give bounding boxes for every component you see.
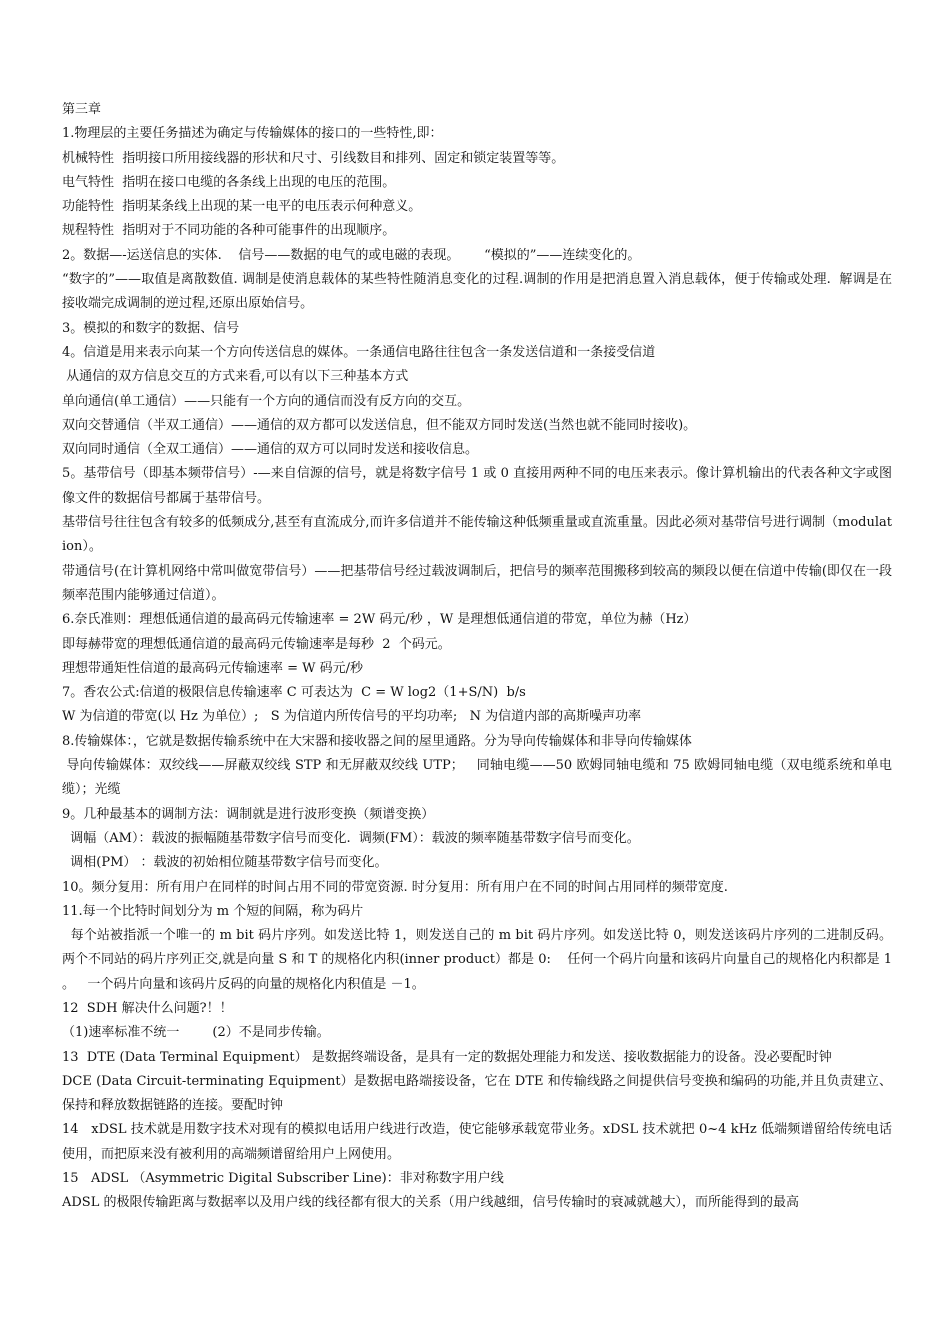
paragraph: 15 ADSL （Asymmetric Digital Subscriber Line)：非对称数字用户线 xyxy=(62,1171,504,1187)
paragraph: 双向交替通信（半双工通信）——通信的双方都可以发送信息，但不能双方同时发送(当然也就不能同时接收)。 xyxy=(62,417,697,433)
paragraph: 规程特性 指明对于不同功能的各种可能事件的出现顺序。 xyxy=(62,223,396,239)
paragraph: 10。频分复用：所有用户在同样的时间占用不同的带宽资源. 时分复用：所有用户在不同的时间占用同样的频带宽度. xyxy=(62,879,728,895)
paragraph: 12 SDH 解决什么问题?！！ xyxy=(62,1000,233,1016)
paragraph: 导向传输媒体：双绞线——屏蔽双绞线 STP 和无屏蔽双绞线 UTP； 同轴电缆——50 欧姆同轴电缆和 75 欧姆同轴电缆（双电缆系统和单电缆）；光缆 xyxy=(62,758,892,798)
paragraph: 功能特性 指明某条线上出现的某一电平的电压表示何种意义。 xyxy=(62,199,422,215)
paragraph: 1.物理层的主要任务描述为确定与传输媒体的接口的一些特性,即： xyxy=(62,126,443,142)
chapter-heading: 第三章 xyxy=(62,102,102,117)
paragraph: ADSL 的极限传输距离与数据率以及用户线的线径都有很大的关系（用户线越细，信号传输时的衰减就越大），而所能得到的最高 xyxy=(62,1195,799,1211)
paragraph: 2。数据—-运送信息的实体. 信号——数据的电气的或电磁的表现。 “模拟的”——连续变化的。 xyxy=(62,247,641,263)
paragraph: 单向通信(单工通信）——只能有一个方向的通信而没有反方向的交互。 xyxy=(62,393,471,409)
paragraph: DCE (Data Circuit-terminating Equipment）是数据电路端接设备，它在 DTE 和传输线路之间提供信号变换和编码的功能,并且负责建立、保持和释放数据链路的连接。要配时钟 xyxy=(62,1073,892,1114)
paragraph: 5。基带信号（即基本频带信号）-—来自信源的信号，就是将数字信号 1 或 0 直接用两种不同的电压来表示。像计算机输出的代表各种文字或图像文件的数据信号都属于基带信号。 xyxy=(62,466,892,506)
paragraph: 7。香农公式:信道的极限信息传输速率 C 可表达为 C = W log2（1+S/N) b/s xyxy=(62,685,526,701)
paragraph: 调幅（AM）：载波的振幅随基带数字信号而变化. 调频(FM）：载波的频率随基带数字信号而变化。 xyxy=(62,830,640,846)
paragraph: 双向同时通信（全双工通信）——通信的双方可以同时发送和接收信息。 xyxy=(62,442,479,458)
paragraph: 调相(PM） ：载波的初始相位随基带数字信号而变化。 xyxy=(62,855,388,871)
paragraph: W 为信道的带宽(以 Hz 为单位）; S 为信道内所传信号的平均功率; N 为信道内部的高斯噪声功率 xyxy=(62,709,642,725)
paragraph: 9。几种最基本的调制方法：调制就是进行波形变换（频谱变换） xyxy=(62,806,435,822)
paragraph: 3。模拟的和数字的数据、信号 xyxy=(62,320,240,336)
paragraph: 8.传输媒体：，它就是数据传输系统中在大宋器和接收器之间的屋里通路。分为导向传输媒体和非导向传输媒体 xyxy=(62,733,692,749)
paragraph: （1)速率标准不统一 (2）不是同步传输。 xyxy=(62,1025,330,1041)
paragraph: 4。信道是用来表示向某一个方向传送信息的媒体。一条通信电路往往包含一条发送信道和一条接受信道 xyxy=(62,344,656,360)
paragraph: 11.每一个比特时间划分为 m 个短的间隔，称为码片 xyxy=(62,903,364,919)
paragraph: 每个站被指派一个唯一的 m bit 码片序列。如发送比特 1，则发送自己的 m bit 码片序列。如发送比特 0，则发送该码片序列的二进制反码。 两个不同站的码片序列正交,就是向量 S 和 T 的规格化内积(inner product）都是 0: 任何一个码片向量和该码片向量自己的规格化内积都是 1 。 一个码片向量和该码片反码的向量的规格化内积值是 －1。 xyxy=(62,928,901,992)
paragraph: 基带信号往往包含有较多的低频成分,甚至有直流成分,而许多信道并不能传输这种低频重量或直流重量。因此必须对基带信号进行调制（modulation）。 xyxy=(62,515,892,555)
paragraph: 带通信号(在计算机网络中常叫做宽带信号）——把基带信号经过载波调制后，把信号的频率范围搬移到较高的频段以便在信道中传输(即仅在一段频率范围内能够通过信道）。 xyxy=(62,563,892,603)
paragraph: 13 DTE (Data Terminal Equipment） 是数据终端设备，是具有一定的数据处理能力和发送、接收数据能力的设备。没必要配时钟 xyxy=(62,1049,832,1065)
paragraph: 即每赫带宽的理想低通信道的最高码元传输速率是每秒 2 个码元。 xyxy=(62,636,451,652)
paragraph: 电气特性 指明在接口电缆的各条线上出现的电压的范围。 xyxy=(62,174,396,190)
paragraph: “数字的”——取值是离散数值. 调制是使消息载体的某些特性随消息变化的过程.调制的作用是把消息置入消息载体，便于传输或处理. 解调是在接收端完成调制的逆过程,还原出原始信号。 xyxy=(62,272,892,312)
paragraph: 机械特性 指明接口所用接线器的形状和尺寸、引线数目和排列、固定和锁定装置等等。 xyxy=(62,150,565,166)
paragraph: 理想带通矩性信道的最高码元传输速率 = W 码元/秒 xyxy=(62,660,364,676)
paragraph: 14 xDSL 技术就是用数字技术对现有的模拟电话用户线进行改造，使它能够承载宽带业务。xDSL 技术就把 0~4 kHz 低端频谱留给传统电话使用，而把原来没有被利用的高端频谱留给用户上网使用。 xyxy=(62,1122,892,1162)
paragraph: 从通信的双方信息交互的方式来看,可以有以下三种基本方式 xyxy=(62,369,409,385)
paragraph: 6.奈氏准则：理想低通信道的最高码元传输速率 = 2W 码元/秒 ，W 是理想低通信道的带宽，单位为赫（Hz） xyxy=(62,612,697,628)
